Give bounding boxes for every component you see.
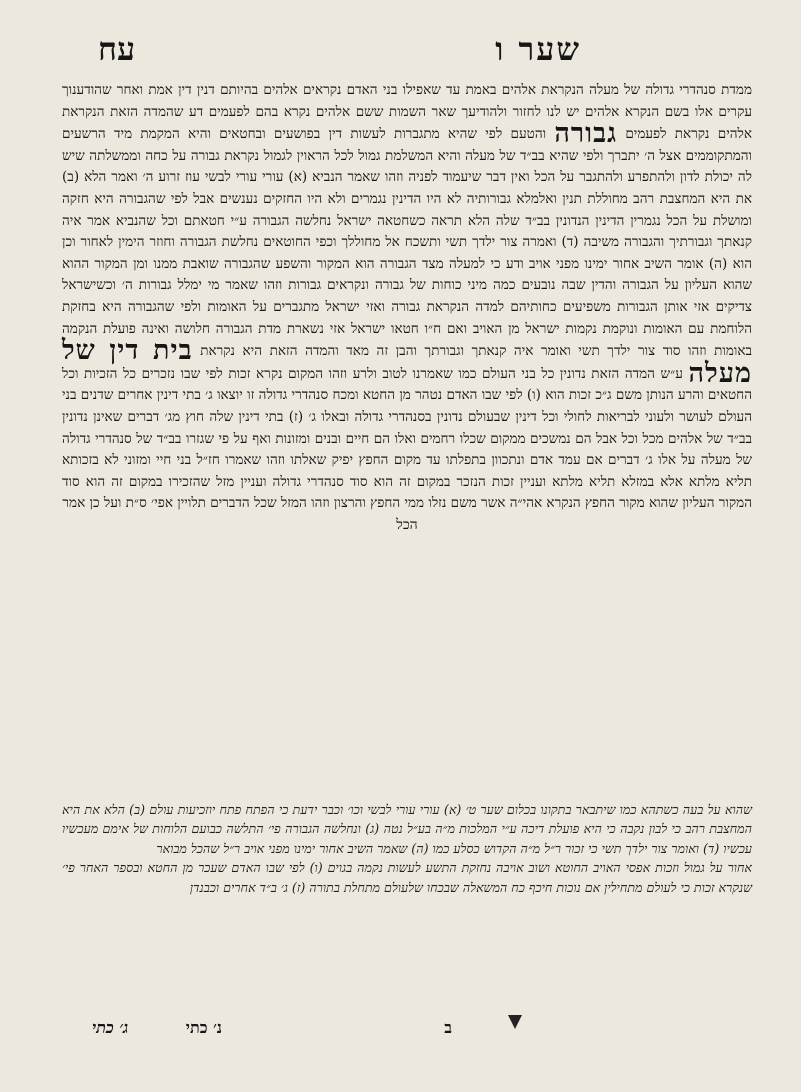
commentary-notes: [62, 800, 752, 897]
main-text: [62, 80, 752, 536]
note-paragraph-2: אחור על גמול וזכות אפסי האויב החוטא ושוב אויבה נחזקת התשע לעשות נקמה בגוים (ו) לפי שבו האדם שעכר מן החטא ובספר האחר פי׳ שנקרא זכות כי לעולם מתחילין אם נוכות חיכף כח המשאלה שבכחו שלעולם מתחלת בתורה (ז) ג׳ ב״ד אחרים וכבנדן: [62, 860, 752, 895]
footer-code: ג׳ כתי: [92, 1018, 129, 1037]
page-footer: [62, 1018, 752, 1044]
main-paragraph: [62, 80, 752, 515]
footer-number: ב: [444, 1018, 452, 1037]
beit-din-heading: בית דין של מעלה: [62, 335, 752, 389]
page-header: [88, 30, 731, 74]
center-line: הכל: [396, 516, 418, 533]
text-run-3: ע״ש המדה הזאת נדונין כל בני העולם כמו שאמרנו לטוב ולרע וזהו המקום נקרא זכות לפי שבו נזכרים כל הזכיות וכל החטאים והרע הנותן משם ג״כ זכות הוא (ו) לפי שבו האדם נטהר מן החטא ומכח סנהדרי גדולה זו יוצאו ג׳ בתי דינין אחרים שדנים בני העולם לעושר ולעוני לבריאות לחולי וכל דינין שבעולם נדונין בסנהדרי גדולה ובאלו ג׳ (ז) בתי דינין שלה חוץ מג׳ דברים שאינן נדונין בב״ד של אלהים מכל וכל אבל הם נמשכים ממקום שכלו רחמים ואלו הם חיים ובנים ומזונות ואף על פי שגזרו בב״ד של סנהדרי גדולה של מעלה על אלו ג׳ דברים אם עמד אדם ונתכוון בתפלתו עד מקום החפץ יפיק שאלתו וזהו שאמרו חז״ל בני חיי ומזוני לא בזכותא תליא מלתא אלא במזלא תליא מלתא ועניין זכות הנזכר במקום זה הוא סוד סנהדרי גדולה ועניין מזל שהזכירו במקום זה הוא סוד המקור העליון שהוא מקור החפץ הנקרא אהי״ה אשר משם נזלו ממי החפץ והרצון וזהו המזל שכל הדברים תלויין אפי׳ ס״ת ועל כן אמר: [62, 365, 752, 512]
page-title: שער ו: [495, 30, 581, 68]
catchword-mark-icon: [508, 1014, 522, 1033]
note-paragraph-1: שהוא על בעה כשתהא כמו שיתבאר בתקונו בכלום שער ט׳ (א) עורי עורי לבשי וכו׳ וכבר ידעת כי הפתח פתח יוזכיעות עולם (ב) הלא את היא המחצבת רהב כי לבון נקבה כי היא פועלת דיכה ע״י המלכות מ״ה בע״ל נטה (ג) ונחלשה הגבורה פי׳ התלשה כבועם הלוחות של אימם מעכשיו עכשיו (ד) ואומר צור ילדך תשי כי זכור ר״ל מ״ה הקדוש כסלע כמו (ה) שאמר השיב אחור ימינו מפני אויב ר״ל שהכל מבואר: [62, 802, 752, 856]
text-run-2: והטעם לפי שהיא מתגברות לעשות דין בפושעים ובחטאים והיא המקמת מיד הרשעים והמתקוממים אצל ה׳ יתברך ולפי שהיא בב״ד של מעלה והיא המשלמת גמול לכל הראוין לגמול נקראת גבורה על כחה וממשלתה שיש לה יכולת לדון ולהתפרע ולהתגבר על הכל ואין דבר שיעמוד לפניה וזהו שאמר הנביא (א) עורי עורי לבשי עוז זרוע ה׳ ואמר הלא (ב) את היא המחצבת רהב מחוללת תנין ואלמלא גבורותיה לא היו הדינין נגמרים ולא היו החזקים נענשים אבל לפי שהגבורה היא חזקה ומושלת על הכל נגמרין הדינין הנדונין בב״ד שלה הלא תראה כשחטאה ישראל נחלשה הגבורה ע״י חטאתם וכל שהנביא אמר איה קנאתך וגבורתיך והגבורה משיבה (ד) ואמרה צור ילדך תשי ותשכח אל מחוללך וכפי החוטאים נחלשת הגבורה וחוזר הימין לאחור וכן הוא (ה) אומר השיב אחור ימינו מפני אויב ודע כי למעלה מצד הגבורה הוא המקור והשפע שהגבורה שואבת ממנו ומן המקור ההוא שהוא העליון על הגבורה והדין שבה נובעים כמה מיני כוחות של גבורה ונקראים גבורות וזהו שאמר מי ימלל גבורות ה׳ וכשישראל צדיקים אזי אותן הגבורות משפיעים כחותיהם למדה הנקראת גבורה ואזי ישראל מתגברים על האומות ולפי שהגבורה היא בחזקת הלוחמת עם האומות ונוקמת נקמות ישראל מן האויב ואם ח״ו חטאו ישראל אזי נשארת מדת הגבורה חלושה ואינה פועלת הנקמה באומות וזהו סוד צור ילדך תשי ואומר איה קנאתך וגבורתך והבן זה מאד והמדה הזאת היא נקראת: [62, 126, 752, 360]
text-run-1: ממדת סנהדרי גדולה של מעלה הנקראת אלהים באמת עד שאפילו בני האדם נקראים אלהים בהיותם דנין דין אמת ואחר שהודענוך עקרים אלו בשם הנקרא אלהים יש לנו לחזור ולהודיעך שאר השמות ששם אלהים נקרא בהם לפעמים דע שהמדה הזאת הנקראת אלהים נקראת לפעמים: [62, 82, 753, 143]
page-number: עח: [98, 30, 136, 68]
gevurah-heading: גבורה: [554, 118, 618, 150]
footer-signature: נ׳ כתי: [185, 1018, 222, 1037]
